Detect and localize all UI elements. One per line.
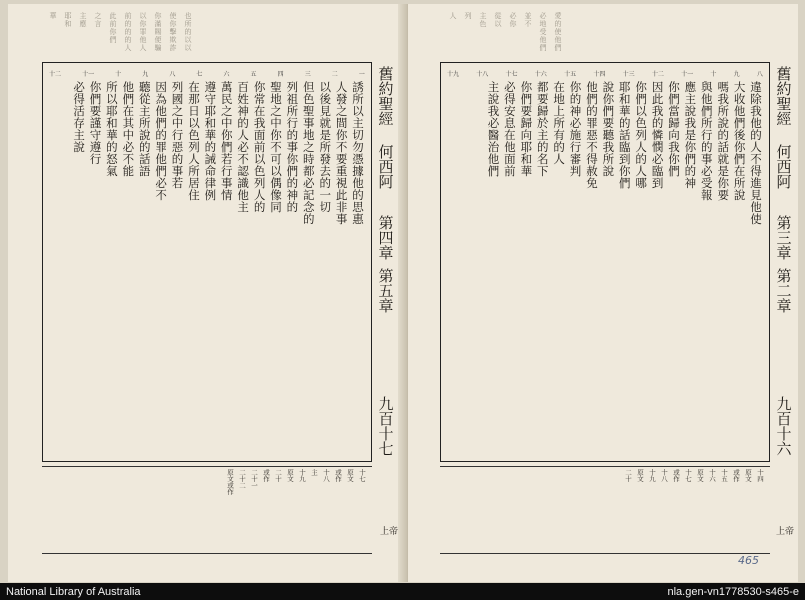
verse-number: 十五: [564, 71, 577, 78]
text-column: 你常在我面前以色列人的: [252, 81, 267, 213]
text-column: 所以耶和華的怒氣: [104, 81, 119, 177]
bleed-through-column: 從以: [494, 12, 502, 28]
verse-number: 十二: [49, 71, 62, 78]
text-column: 必得活存主說: [72, 81, 87, 153]
text-column: 但色聖事地之時都必記念的: [301, 81, 316, 225]
right-chapter-label-2: 第二章: [774, 268, 793, 313]
verse-number: 五: [250, 71, 257, 78]
folio-mark: 465: [738, 554, 759, 567]
footnote: 十八: [322, 469, 330, 482]
right-bleed-through: [448, 12, 562, 52]
verse-number: 十二: [651, 71, 664, 78]
text-column: 列祖所行的事你們的神的: [285, 81, 300, 213]
footnote: 原文: [744, 469, 752, 482]
bleed-through-column: 之言: [94, 12, 102, 28]
verse-number: 十: [710, 71, 717, 78]
bleed-through-column: 也所的以以: [184, 12, 192, 52]
bleed-through-column: 必地受他們: [539, 12, 547, 52]
verse-number: 九: [142, 71, 149, 78]
left-chapter-label-1: 第四章: [376, 215, 395, 260]
footnote: 十九: [648, 469, 656, 482]
footer-library-name: National Library of Australia: [6, 585, 141, 598]
footer-bar: [0, 583, 805, 600]
bleed-through-column: 主色: [479, 12, 487, 28]
right-text-frame: [440, 62, 770, 462]
verse-number: 三: [304, 71, 311, 78]
left-book-name: 何西阿: [376, 144, 395, 189]
text-column: 萬民之中你們若行事情: [219, 81, 234, 201]
text-column: 因為他們的罪他們必不: [154, 81, 169, 201]
footnote: 二十: [274, 469, 282, 482]
text-column: 你們當歸向我你們: [666, 81, 681, 177]
text-column: 在地上所有的人: [552, 81, 567, 165]
text-column: 你們以色列人的人哪: [634, 81, 649, 189]
left-corner-label: 上帝: [380, 527, 399, 537]
text-column: 主說我必醫治他們: [486, 81, 501, 177]
left-chapter-label-2: 第五章: [376, 268, 395, 313]
footnote: 十四: [756, 469, 764, 482]
footnote: 原文或作: [226, 469, 234, 495]
footnote: 原文: [346, 469, 354, 482]
text-column: 因此我的憐憫必臨到: [650, 81, 665, 189]
bleed-through-column: 並不: [524, 12, 532, 28]
text-column: 必得安息在他面前: [502, 81, 517, 177]
text-column: 耶和華的話臨到你們: [617, 81, 632, 189]
verse-number: 十六: [534, 71, 547, 78]
text-column: 大收他們後你們在所說: [732, 81, 747, 201]
verse-number: 四: [277, 71, 284, 78]
bleed-through-column: 主應: [79, 12, 87, 28]
text-column: 你的神必施行審判: [568, 81, 583, 177]
verse-number: 十四: [593, 71, 606, 78]
verse-number: 七: [196, 71, 203, 78]
right-chapter-label-1: 第三章: [774, 215, 793, 260]
text-column: 聖地之中你不可以偶像同: [268, 81, 283, 213]
left-page: [8, 4, 405, 582]
verse-number: 十: [115, 71, 122, 78]
text-column: 都要歸於主的名下: [535, 81, 550, 177]
footer-record-id: nla.gen-vn1778530-s465-e: [667, 585, 799, 598]
right-running-head: [770, 62, 796, 462]
right-footnotes: [440, 466, 770, 554]
footnote: 主: [310, 469, 318, 476]
bleed-through-column: 你滿賜便騙: [154, 12, 162, 52]
bleed-through-column: 使你擊欺詐: [169, 12, 177, 52]
text-column: 遵守耶和華的誡命律例: [203, 81, 218, 201]
right-verse-number-strip: [447, 69, 763, 79]
left-footnotes: [42, 466, 372, 554]
verse-number: 一: [358, 71, 365, 78]
verse-number: 八: [756, 71, 763, 78]
footnote: 十七: [358, 469, 366, 482]
text-column: 在那日以色列人所居住: [186, 81, 201, 201]
left-bleed-through: [48, 12, 192, 52]
verse-number: 十九: [447, 71, 460, 78]
footnote: 十六: [708, 469, 716, 482]
book-spread: [8, 4, 798, 582]
footnote: 或作: [672, 469, 680, 482]
footnote: 或作: [262, 469, 270, 482]
right-body-columns: [447, 81, 763, 453]
footnote: 或作: [334, 469, 342, 482]
footnote: 二十: [624, 469, 632, 482]
verse-number: 十七: [505, 71, 518, 78]
verse-number: 八: [169, 71, 176, 78]
bleed-through-column: 列: [464, 12, 472, 20]
footnote: 十五: [720, 469, 728, 482]
left-verse-number-strip: [49, 69, 365, 79]
text-column: 你們要歸向耶和華: [519, 81, 534, 177]
verse-number: 九: [733, 71, 740, 78]
bleed-through-column: 華: [49, 12, 57, 20]
bleed-through-column: 愛的使他們: [554, 12, 562, 52]
text-column: 違除我他的人不得進見他使: [749, 81, 763, 225]
footnote: 原文: [636, 469, 644, 482]
left-body-columns: [49, 81, 365, 453]
text-column: 百姓神的人必不認識他主: [236, 81, 251, 213]
bleed-through-column: 耶和: [64, 12, 72, 28]
right-corner-label: 上帝: [776, 527, 795, 537]
verse-number: 十八: [476, 71, 489, 78]
footnote: 十八: [660, 469, 668, 482]
left-page-number: 九百十七: [376, 396, 395, 456]
text-column: 人發之間你不要重視此非事: [334, 81, 349, 225]
verse-number: 十一: [681, 71, 694, 78]
verse-number: 十一: [82, 71, 95, 78]
bleed-through-column: 人: [449, 12, 457, 20]
footnote: 原文: [286, 469, 294, 482]
bleed-through-column: 前的的的人: [124, 12, 132, 52]
footnote: 原文: [696, 469, 704, 482]
text-column: 與他們所行的事必受報: [699, 81, 714, 201]
footnote: 十七: [684, 469, 692, 482]
footnote: 十九: [298, 469, 306, 482]
right-book-name: 何西阿: [774, 144, 793, 189]
text-column: 列國之中行惡的事若: [170, 81, 185, 189]
left-book-title: 舊約聖經: [376, 66, 395, 126]
right-page-number: 九百十六: [774, 396, 793, 456]
text-column: 嗎我所說的話就是你要: [716, 81, 731, 201]
bleed-through-column: 必你: [509, 12, 517, 28]
left-running-head: [372, 62, 398, 462]
footnote: 或作: [732, 469, 740, 482]
verse-number: 二: [331, 71, 338, 78]
text-column: 誘所以主切勿憑據他的思惠: [351, 81, 365, 225]
text-column: 他們在其中必不能: [121, 81, 136, 177]
footnote: 二十一: [250, 469, 258, 489]
text-column: 你們要謹守遵行: [88, 81, 103, 165]
bleed-through-column: 以你罪他人: [139, 12, 147, 52]
verse-number: 十三: [622, 71, 635, 78]
text-column: 以後見就是所發去的一切: [318, 81, 333, 213]
bleed-through-column: 此前你們: [109, 12, 117, 44]
right-page: [408, 4, 798, 582]
verse-number: 六: [223, 71, 230, 78]
right-book-title: 舊約聖經: [774, 66, 793, 126]
text-column: 說你們要聽我所說: [601, 81, 616, 177]
text-column: 應主說我是你們的神: [683, 81, 698, 189]
text-column: 他們的罪惡不得赦免: [584, 81, 599, 189]
text-column: 聽從主所說的話語: [137, 81, 152, 177]
left-text-frame: [42, 62, 372, 462]
footnote: 二十二: [238, 469, 246, 489]
